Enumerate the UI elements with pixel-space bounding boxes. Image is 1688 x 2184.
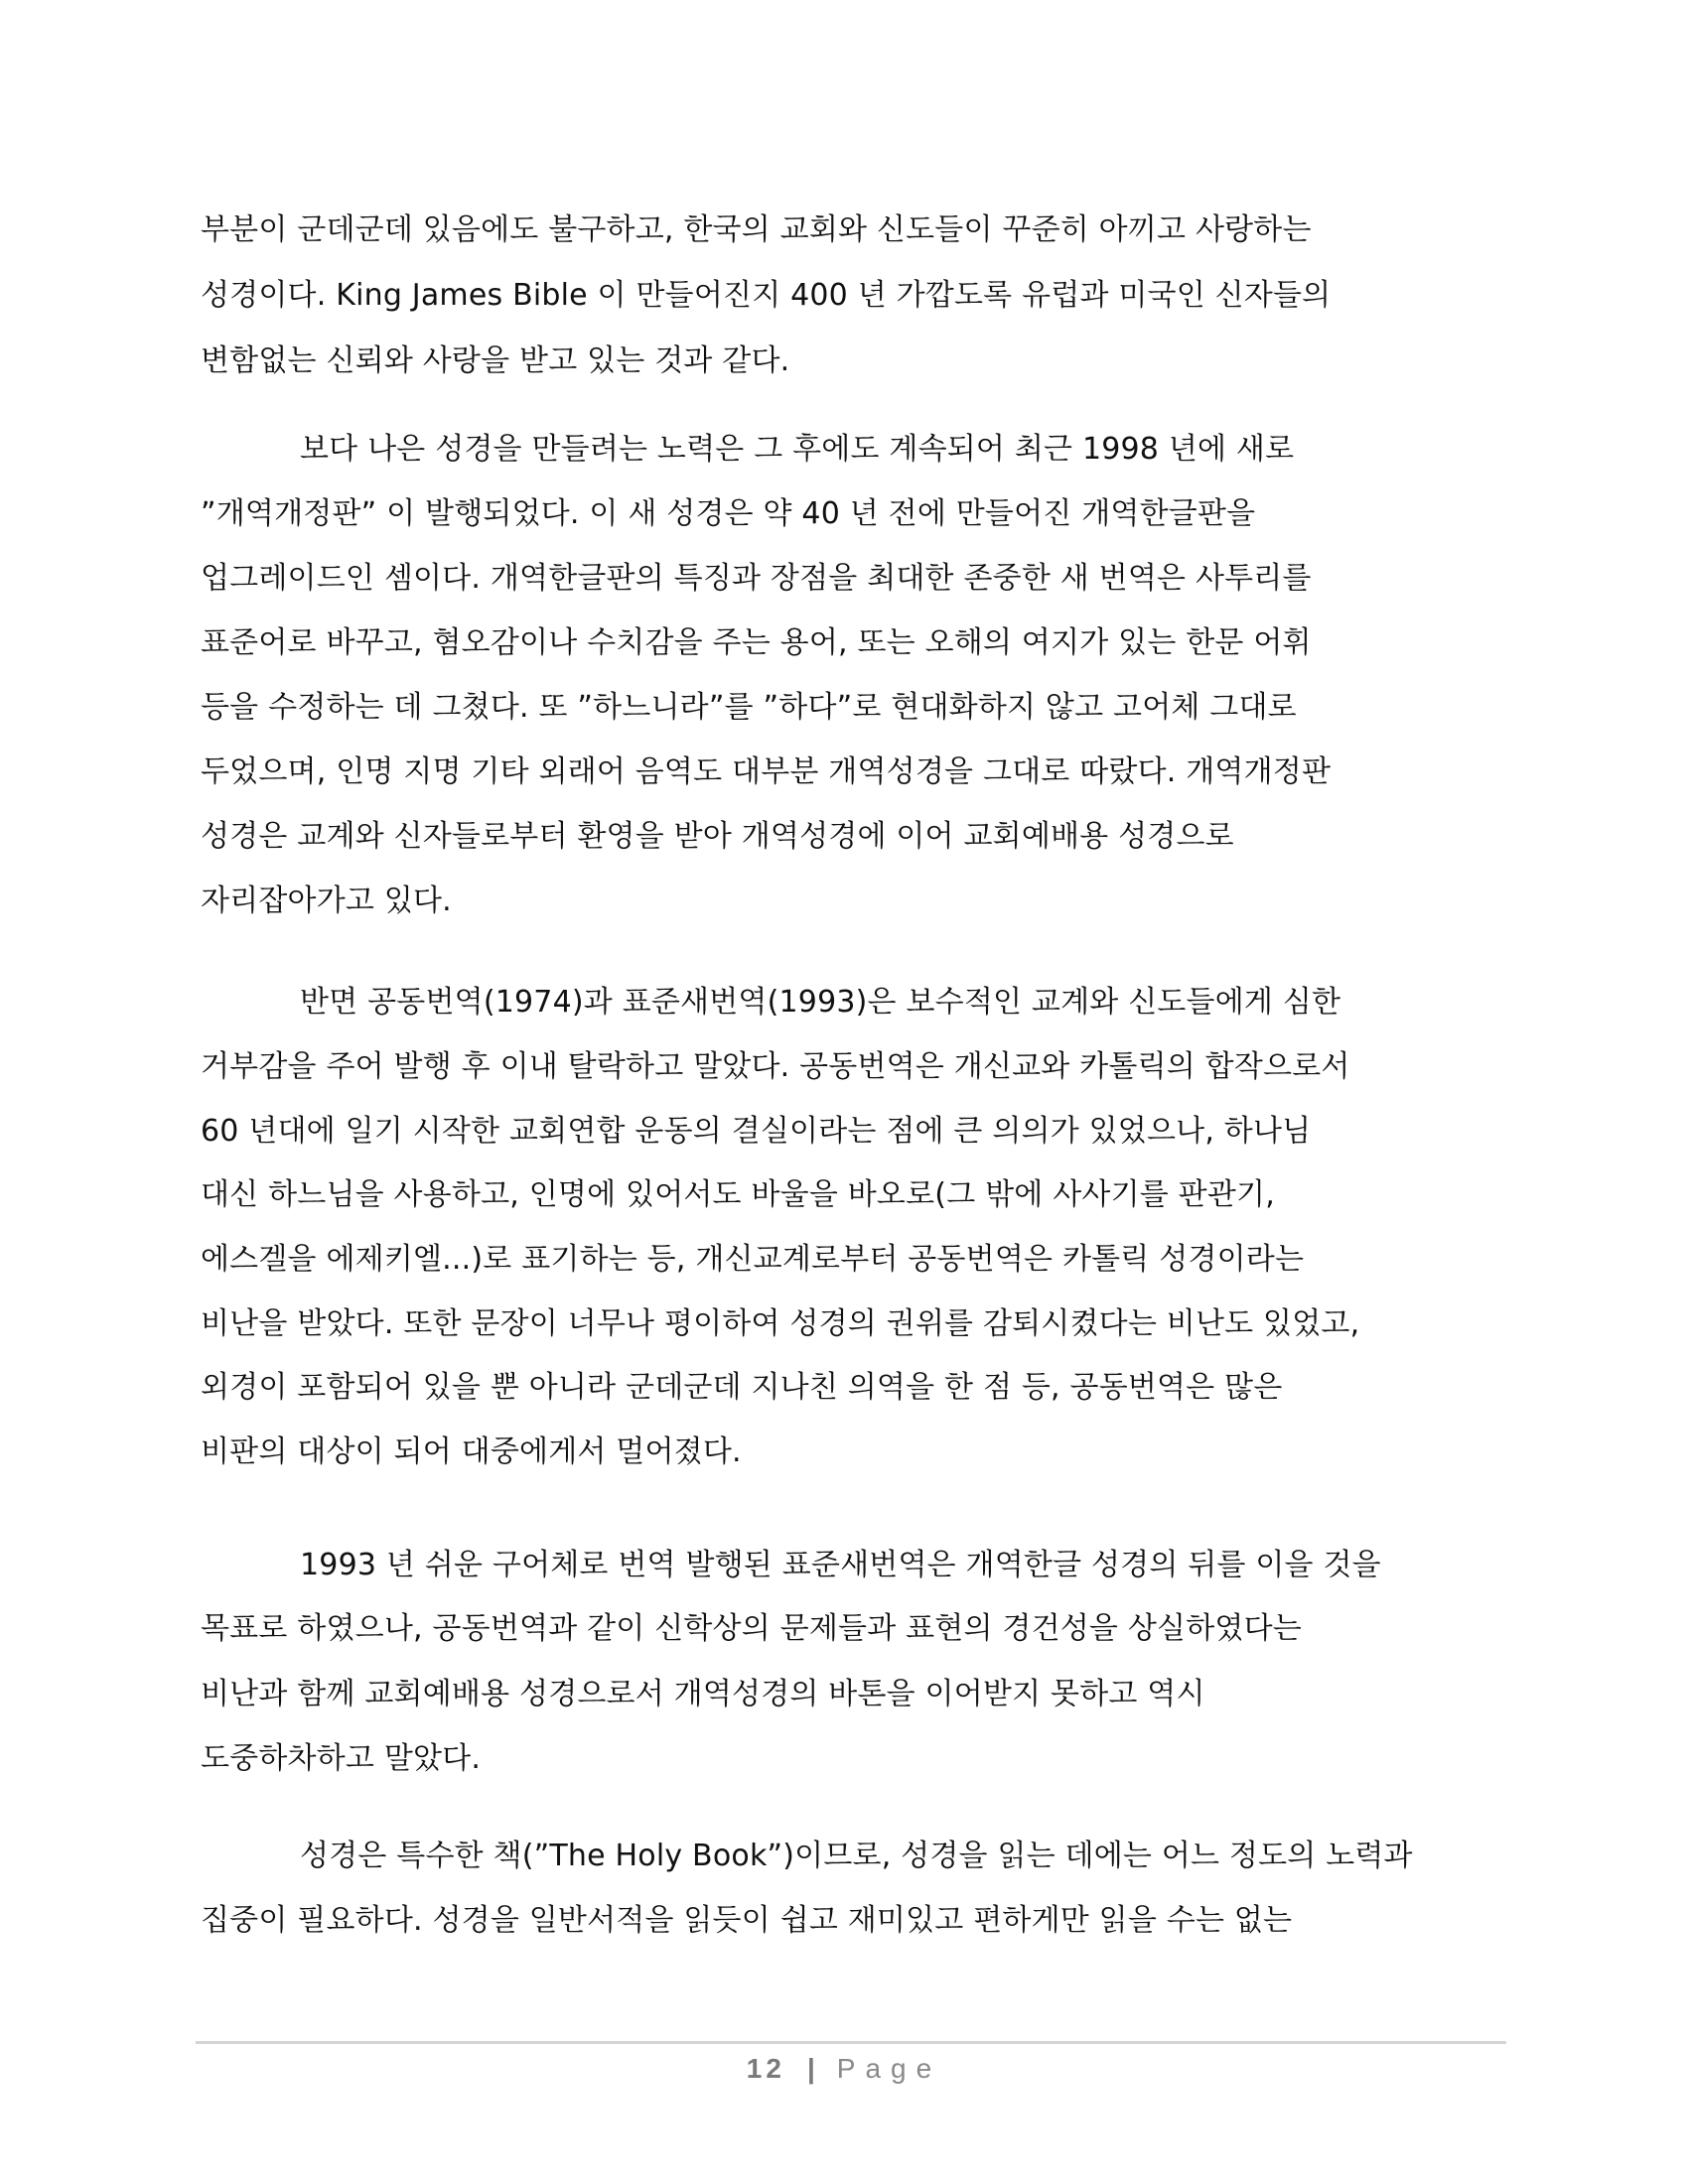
- text-line: 성경은 특수한 책(”The Holy Book”)이므로, 성경을 읽는 데에는 어느 정도의 노력과: [300, 1839, 1413, 1873]
- footer-divider: [196, 2041, 1506, 2044]
- text-line: 60 년대에 일기 시작한 교회연합 운동의 결실이라는 점에 큰 의의가 있었으나, 하나님: [201, 1114, 1312, 1149]
- text-line: 자리잡아가고 있다.: [201, 884, 452, 918]
- text-line: 1993 년 쉬운 구어체로 번역 발행된 표준새번역은 개역한글 성경의 뒤를 이을 것을: [300, 1548, 1381, 1582]
- text-line: 비난과 함께 교회예배용 성경으로서 개역성경의 바톤을 이어받지 못하고 역시: [201, 1677, 1205, 1711]
- text-line: 비판의 대상이 되어 대중에게서 멀어졌다.: [201, 1434, 742, 1469]
- text-line: 집중이 필요하다. 성경을 일반서적을 읽듯이 쉽고 재미있고 편하게만 읽을 수는 없는: [201, 1903, 1293, 1938]
- text-line: 성경은 교계와 신자들로부터 환영을 받아 개역성경에 이어 교회예배용 성경으로: [201, 819, 1234, 854]
- page-number: 12: [746, 2053, 785, 2084]
- text-line: 두었으며, 인명 지명 기타 외래어 음역도 대부분 개역성경을 그대로 따랐다. 개역개정판: [201, 754, 1332, 789]
- text-line: 등을 수정하는 데 그쳤다. 또 ”하느니라”를 ”하다”로 현대화하지 않고 고어체 그대로: [201, 690, 1297, 725]
- text-line: 거부감을 주어 발행 후 이내 탈락하고 말았다. 공동번역은 개신교와 카톨릭의 합작으로서: [201, 1049, 1350, 1084]
- text-line: 목표로 하였으나, 공동번역과 같이 신학상의 문제들과 표현의 경건성을 상실하였다는: [201, 1611, 1302, 1646]
- text-line: 성경이다. King James Bible 이 만들어진지 400 년 가깝도록 유럽과 미국인 신자들의: [201, 278, 1332, 313]
- text-line: 도중하차하고 말았다.: [201, 1741, 482, 1776]
- footer-separator: |: [806, 2053, 815, 2084]
- text-line: 변함없는 신뢰와 사랑을 받고 있는 것과 같다.: [201, 343, 790, 378]
- text-line: 보다 나은 성경을 만들려는 노력은 그 후에도 계속되어 최근 1998 년에 새로: [300, 432, 1295, 467]
- text-line: 대신 하느님을 사용하고, 인명에 있어서도 바울을 바오로(그 밖에 사사기를 판관기,: [201, 1177, 1275, 1212]
- text-line: 에스겔을 에제키엘...)로 표기하는 등, 개신교계로부터 공동번역은 카톨릭 성경이라는: [201, 1242, 1305, 1277]
- text-line: 반면 공동번역(1974)과 표준새번역(1993)은 보수적인 교계와 신도들에게 심한: [300, 985, 1341, 1020]
- text-line: 외경이 포함되어 있을 뿐 아니라 군데군데 지나친 의역을 한 점 등, 공동번역은 많은: [201, 1370, 1283, 1405]
- text-line: 표준어로 바꾸고, 혐오감이나 수치감을 주는 용어, 또는 오해의 여지가 있는 한문 어휘: [201, 625, 1312, 660]
- text-line: 업그레이드인 셈이다. 개역한글판의 특징과 장점을 최대한 존중한 새 번역은 사투리를: [201, 561, 1312, 596]
- page-label: Page: [836, 2053, 942, 2084]
- page-footer: [0, 2049, 1688, 2089]
- text-line: ”개역개정판” 이 발행되었다. 이 새 성경은 약 40 년 전에 만들어진 개역한글판을: [201, 496, 1256, 531]
- text-line: 부분이 군데군데 있음에도 불구하고, 한국의 교회와 신도들이 꾸준히 아끼고 사랑하는: [201, 212, 1312, 247]
- text-line: 비난을 받았다. 또한 문장이 너무나 평이하여 성경의 권위를 감퇴시켰다는 비난도 있었고,: [201, 1306, 1360, 1341]
